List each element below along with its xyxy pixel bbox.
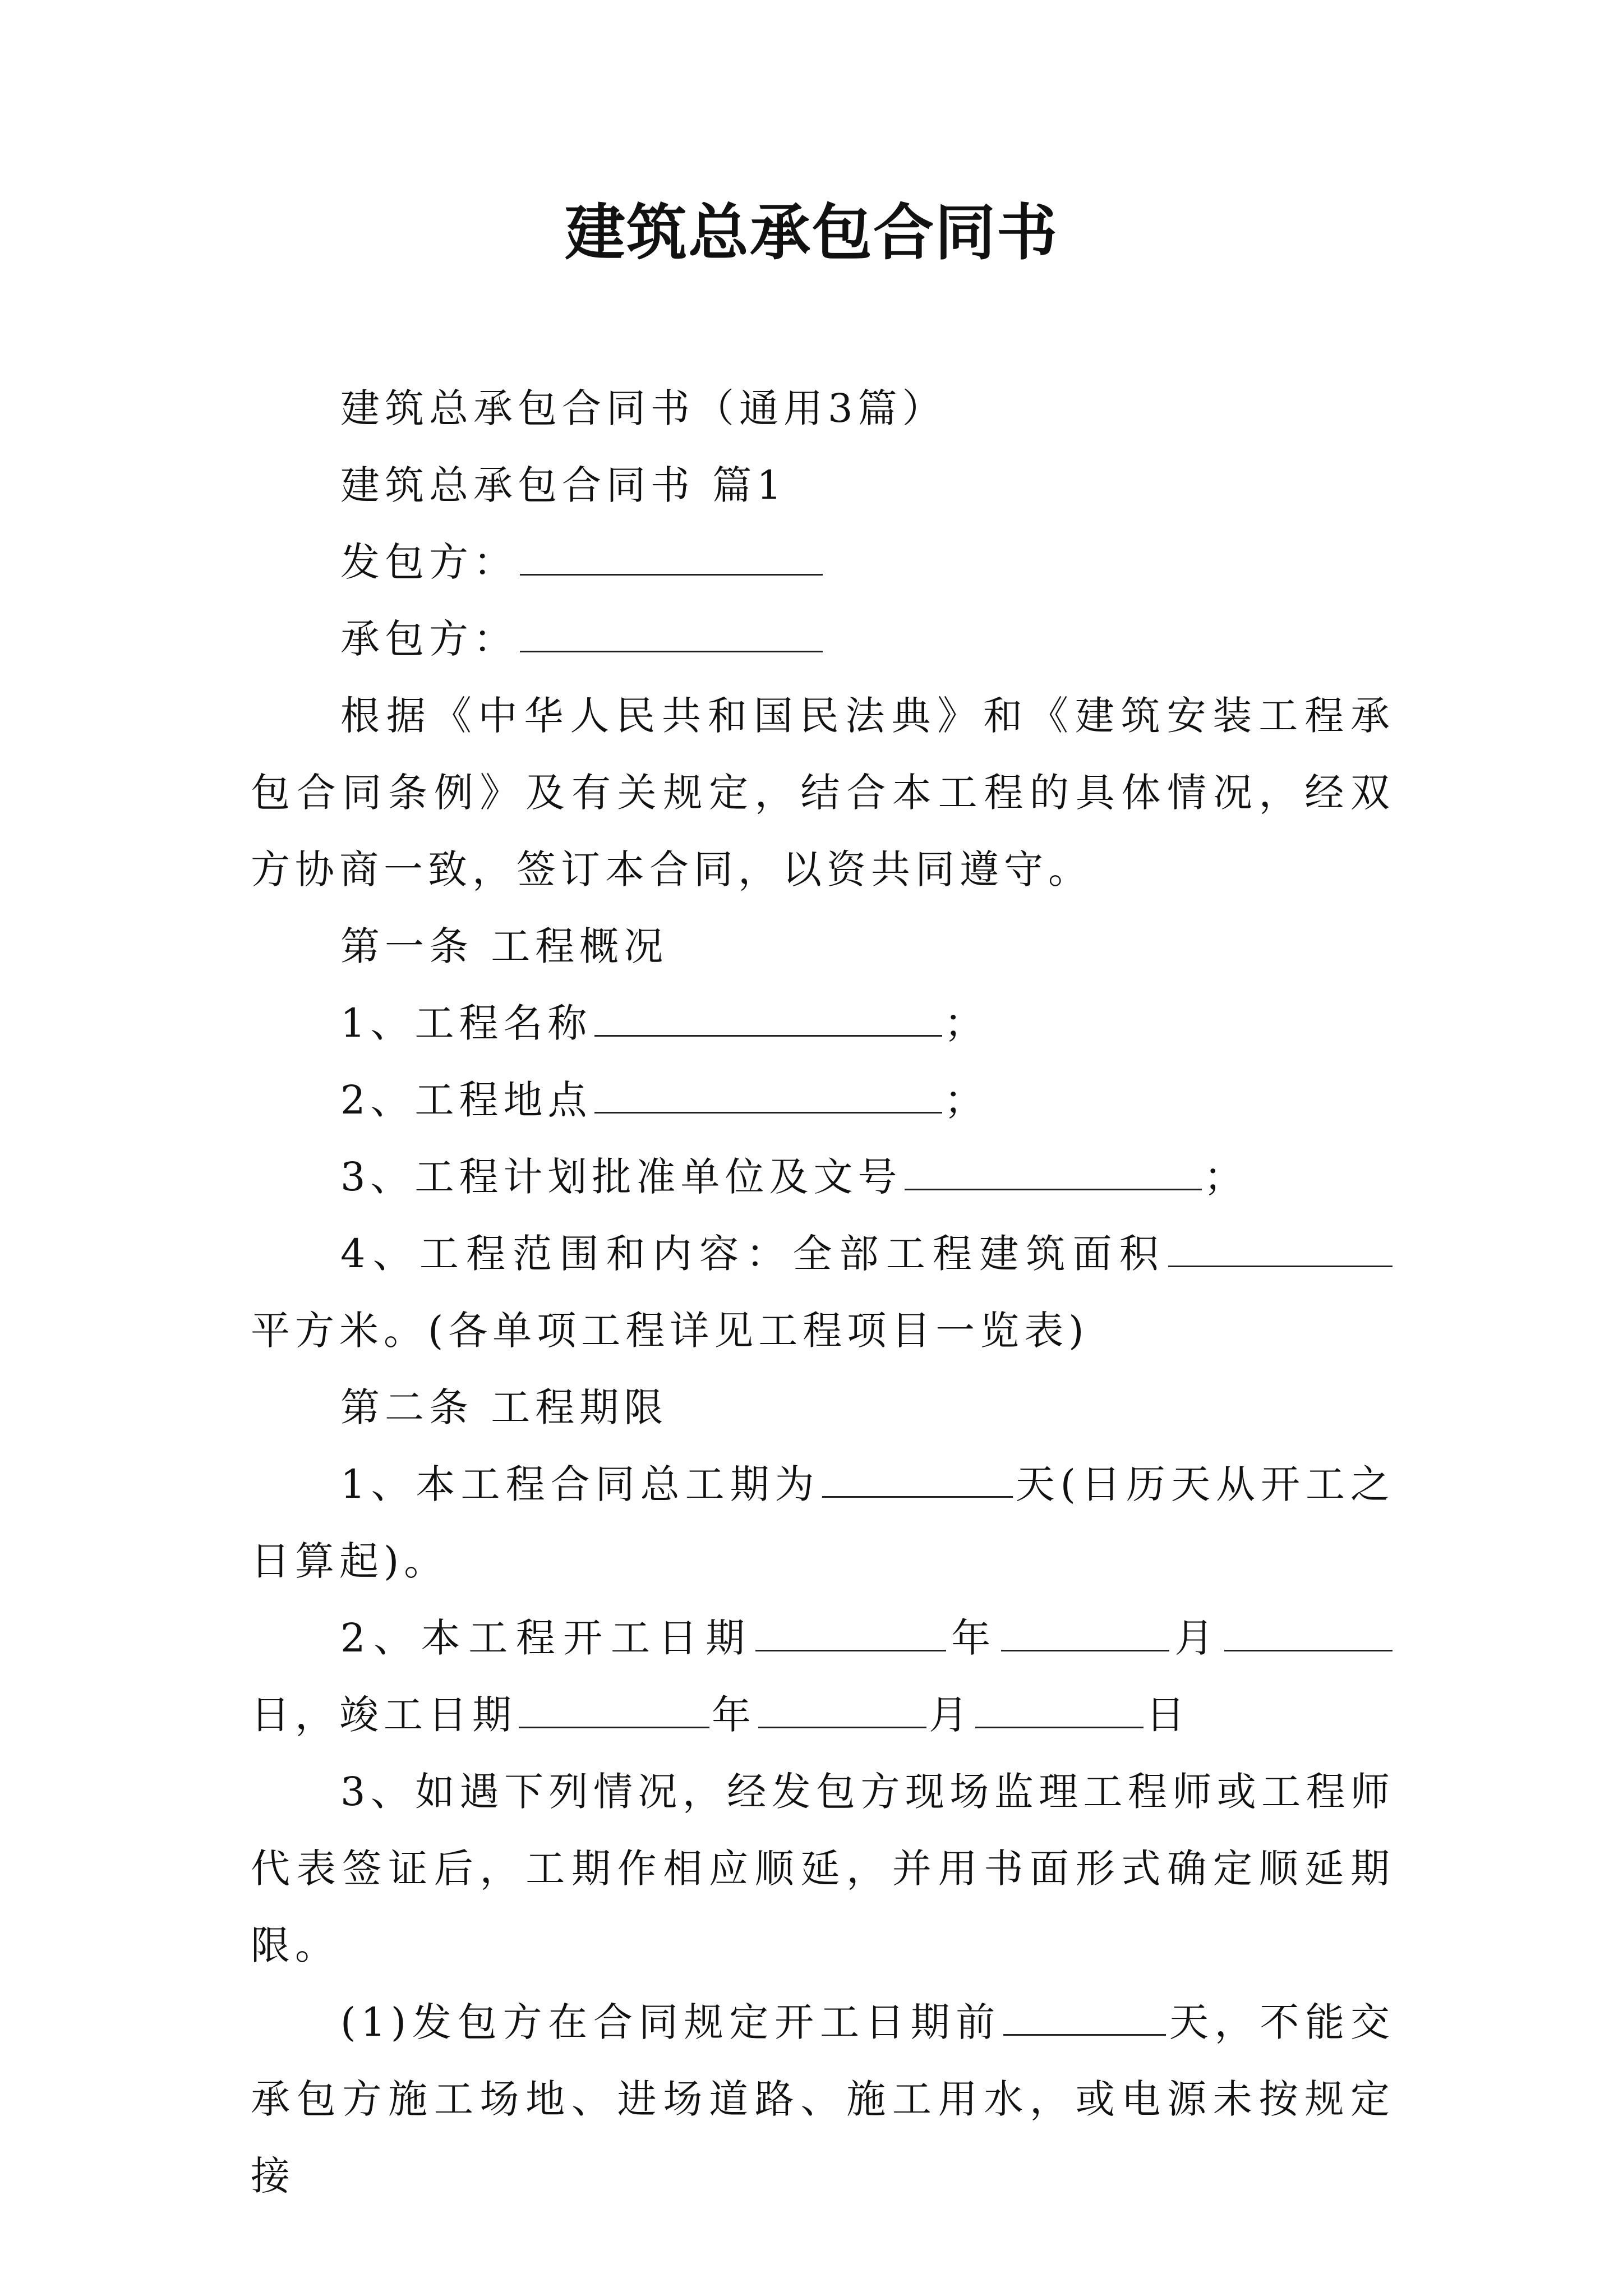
end-month-blank bbox=[758, 1695, 926, 1728]
article-2-heading: 第二条 工程期限 bbox=[340, 1384, 668, 1430]
contractor-line bbox=[251, 601, 1395, 678]
duration-blank bbox=[822, 1465, 1013, 1498]
start-month-blank bbox=[1001, 1618, 1169, 1651]
year-label: 年 bbox=[948, 1615, 999, 1661]
employer-label: 发包方： bbox=[340, 539, 518, 585]
approval-label: 3、工程计划批准单位及文号 bbox=[340, 1154, 902, 1200]
day-label: 日， bbox=[251, 1692, 339, 1738]
duration-paragraph bbox=[251, 1446, 1395, 1600]
condition-1-label: (1)发包方在合同规定开工日期前 bbox=[340, 1999, 1002, 2045]
month-label: 月 bbox=[1171, 1615, 1223, 1661]
document-title: 建筑总承包合同书 bbox=[564, 197, 1058, 268]
project-name-blank bbox=[594, 1004, 942, 1037]
end-year-blank bbox=[519, 1695, 709, 1728]
employer-blank bbox=[520, 542, 823, 576]
approval-line bbox=[251, 1139, 1395, 1216]
project-site-label: 2、工程地点 bbox=[340, 1077, 592, 1123]
completion-date-label: 竣工日期 bbox=[339, 1692, 517, 1738]
semicolon: ； bbox=[1204, 1154, 1248, 1200]
year-label: 年 bbox=[712, 1692, 756, 1738]
semicolon: ； bbox=[944, 1000, 989, 1046]
dates-paragraph bbox=[251, 1600, 1395, 1754]
contractor-blank bbox=[520, 619, 823, 652]
project-name-label: 1、工程名称 bbox=[340, 1000, 592, 1046]
project-name-line bbox=[251, 985, 1395, 1062]
approval-blank bbox=[905, 1157, 1202, 1190]
preamble-paragraph: 根据《中华人民共和国民法典》和《建筑安装工程承包合同条例》及有关规定，结合本工程的具体情况，经双方协商一致，签订本合同，以资共同遵守。 bbox=[251, 693, 1395, 892]
subtitle: 建筑总承包合同书（通用3篇） bbox=[340, 385, 947, 431]
condition-1-text: 天，不能交承包方施工场地、进场道路、施工用水，或电源未按规定接 bbox=[251, 1999, 1395, 2199]
duration-label: 1、本工程合同总工期为 bbox=[340, 1461, 820, 1507]
duration-suffix: 天(日历天从开工之日算起)。 bbox=[251, 1461, 1395, 1584]
semicolon: ； bbox=[944, 1077, 989, 1123]
employer-line bbox=[251, 524, 1395, 601]
scope-label: 4、工程范围和内容：全部工程建筑面积 bbox=[340, 1231, 1166, 1277]
start-year-blank bbox=[755, 1618, 946, 1651]
scope-unit-text: 平方米。(各单项工程详见工程项目一览表) bbox=[251, 1308, 1089, 1354]
area-blank bbox=[1168, 1234, 1393, 1267]
project-site-line bbox=[251, 1062, 1395, 1139]
start-date-label: 2、本工程开工日期 bbox=[340, 1615, 753, 1661]
contractor-label: 承包方： bbox=[340, 616, 518, 662]
document-body bbox=[251, 370, 1395, 2215]
extension-paragraph: 3、如遇下列情况，经发包方现场监理工程师或工程师代表签证后，工期作相应顺延，并用书面形式确定顺延期限。 bbox=[251, 1769, 1395, 1968]
day-label: 日 bbox=[1146, 1692, 1190, 1738]
condition-1-paragraph bbox=[251, 1984, 1395, 2215]
scope-paragraph bbox=[251, 1216, 1395, 1369]
part-heading: 建筑总承包合同书 篇1 bbox=[340, 462, 787, 508]
start-day-blank bbox=[1224, 1618, 1393, 1651]
end-day-blank bbox=[975, 1695, 1144, 1728]
month-label: 月 bbox=[929, 1692, 973, 1738]
article-1-heading: 第一条 工程概况 bbox=[340, 923, 668, 969]
condition-1-blank bbox=[1003, 2003, 1166, 2036]
project-site-blank bbox=[594, 1080, 942, 1114]
